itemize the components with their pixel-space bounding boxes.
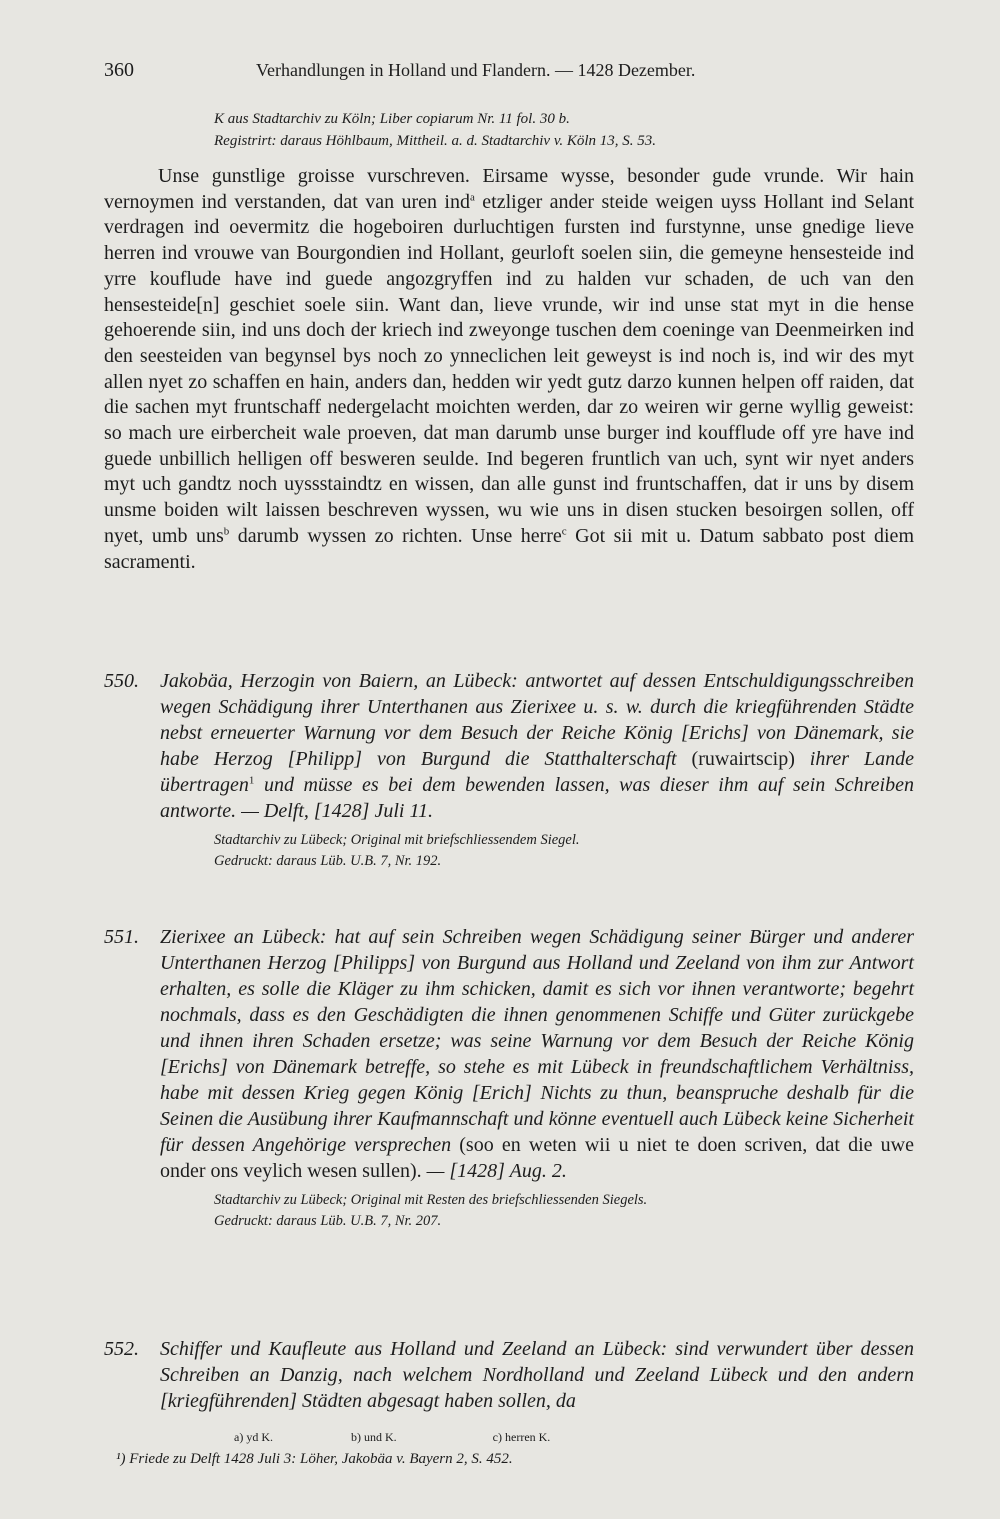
letter-paragraph: [104, 164, 914, 575]
quoted-term: (ruwairtscip): [676, 748, 810, 770]
footnote-mark-b: b: [223, 525, 230, 538]
textual-notes: [104, 1426, 914, 1448]
source-line: K aus Stadtarchiv zu Köln; Liber copiarum Nr. 11 fol. 30 b.: [214, 111, 570, 127]
entry-number: 552.: [104, 1338, 139, 1360]
footnote-mark-1: 1: [248, 774, 255, 787]
footnote-c: c) herren K.: [492, 1430, 551, 1444]
letter-text-part: Unse gunstlige groisse vurschreven. Eirsame wysse, besonder gude vrunde. Wir hain vernoymen ind verstanden, dat van uren ind: [104, 165, 914, 213]
entry-550: [104, 668, 914, 872]
footnote-mark-a: a: [470, 191, 475, 204]
footnote-a: a) yd K.: [234, 1430, 273, 1444]
footnotes: [104, 1426, 914, 1470]
entry-552: [104, 1336, 914, 1414]
quoted-passage: (soo en weten wii u niet te doen scriven, dat die uwe onder ons veylich wesen sullen).: [160, 1134, 914, 1182]
summary-text: ihrer Lande übertragen: [160, 748, 914, 796]
entry-meta: [214, 1190, 914, 1232]
summary-text: Zierixee an Lübeck: hat auf sein Schreiben wegen Schädigung seiner Bürger und anderer Unterthanen Herzog [Philipps] von Burgund aus Holland und Zeeland von ihm zur Antwort erhalten, es solle die Kläger zu ihm schicken, damit es sich vor ihnen verantworte; begehrt nochmals, dass es den Geschädigten die ihnen genommenen Schiffe und Güter zurückgebe und ihnen ihren Schaden ersetze; was seine Warnung vor dem Besuch der Reiche König [Erichs] von Dänemark betreffe, so stehe es mit Lübeck in freundschaftlichem Verhältniss, habe mit dessen Krieg gegen König [Erich] Nichts zu thun, beanspruche deshalb für die Seinen die Ausübung ihrer Kaufmannschaft und könne eventuell auch Lübeck keine Sicherheit für dessen Angehörige versprechen: [160, 926, 914, 1156]
summary-date: — [1428] Aug. 2.: [426, 1160, 567, 1182]
letter-text-part: Got sii mit u. Datum sabbato post diem sacramenti.: [104, 524, 914, 573]
footnote-1: ¹) Friede zu Delft 1428 Juli 3: Löher, Jakobäa v. Bayern 2, S. 452.: [116, 1451, 513, 1467]
summary-text: Jakobäa, Herzogin von Baiern, an Lübeck: antwortet auf dessen Entschuldigungsschreiben wegen Schädigung ihrer Unterthanen aus Zierixee u. s. w. durch die kriegführenden Städte nebst erneuerter Warnung vor dem Besuch der Reiche König [Erichs] von Dänemark, sie habe Herzog [Philipp] von Burgund die Statthalterschaft: [160, 670, 914, 770]
page-number: 360: [104, 59, 134, 81]
entry-summary: Schiffer und Kaufleute aus Holland und Zeeland an Lübeck: sind verwundert über dessen Schreiben an Danzig, nach welchem Nordholland und Zeeland Lübeck und den andern [kriegführenden] Städten abgesagt haben sollen, da: [160, 1338, 914, 1412]
footnote-b: b) und K.: [351, 1430, 397, 1444]
footnote-mark-c: c: [561, 525, 567, 538]
printed-line: Gedruckt: daraus Lüb. U.B. 7, Nr. 207.: [214, 1213, 442, 1229]
source-note-k: [214, 108, 914, 152]
entry-summary: [160, 668, 914, 824]
entry-meta: [214, 830, 914, 872]
archive-line: Stadtarchiv zu Lübeck; Original mit Resten des briefschliessenden Siegels.: [214, 1192, 648, 1208]
printed-line: Gedruckt: daraus Lüb. U.B. 7, Nr. 192.: [214, 853, 442, 869]
letter-text: [104, 164, 914, 575]
letter-text-part: darumb wyssen zo richten. Unse herre: [229, 524, 562, 547]
entry-number: 550.: [104, 670, 139, 692]
archive-line: Stadtarchiv zu Lübeck; Original mit briefschliessendem Siegel.: [214, 832, 580, 848]
register-line: Registrirt: daraus Höhlbaum, Mittheil. a. d. Stadtarchiv v. Köln 13, S. 53.: [214, 133, 657, 149]
entry-summary: [160, 924, 914, 1184]
summary-text: und müsse es bei dem bewenden lassen, was dieser ihm auf sein Schreiben antworte. — Delft, [1428] Juli 11.: [160, 774, 914, 822]
running-head: Verhandlungen in Holland und Flandern. — 1428 Dezember.: [256, 60, 696, 80]
entry-number: 551.: [104, 926, 139, 948]
entry-551: [104, 924, 914, 1232]
letter-text-part: etzliger ander steide weigen uyss Hollant ind Selant verdragen ind oevermitz die hogeboiren durluchtigen fursten ind furstynne, unse gnedige lieve herren ind vrouwe van Bourgondien ind Hollant, geurloft soelen siin, die gemeyne hensesteide ind yrre kouflude have ind guede angozgryffen ind zu halden vur schaden, de uch van den hensesteide[n] geschiet soele siin. Want dan, lieve vrunde, wir ind unse stat myt in die hense gehoerende siin, ind uns doch der kriech ind zweyonge tuschen dem coeninge van Deenmeirken ind den seesteiden van begynsel bys noch zo ynneclichen leit geweyst is ind noch is, ind wir des myt allen nyet zo schaffen en hain, anders dan, hedden wir yedt gutz darzo kunnen helpen off raiden, dat die sachen myt fruntschaff nedergelacht moichten werden, dar zo weiren wir gerne wyllig geweist: so mach ure eirbercheit wale proeven, dat man darumb unse burger ind koufflude off yre have ind guede unbillich helligen off besweren seulde. Ind begeren fruntlich van uch, synt wir nyet anders myt uch gandtz noch uyssstaindtz en wissen, dan alle gunst ind fruntschaffen, dat ir uns by disem unsme boiden wilt laissen beschreven wyssen, wu wie uns in disen stucken besoirgen sollen, off nyet, umb uns: [104, 190, 915, 547]
